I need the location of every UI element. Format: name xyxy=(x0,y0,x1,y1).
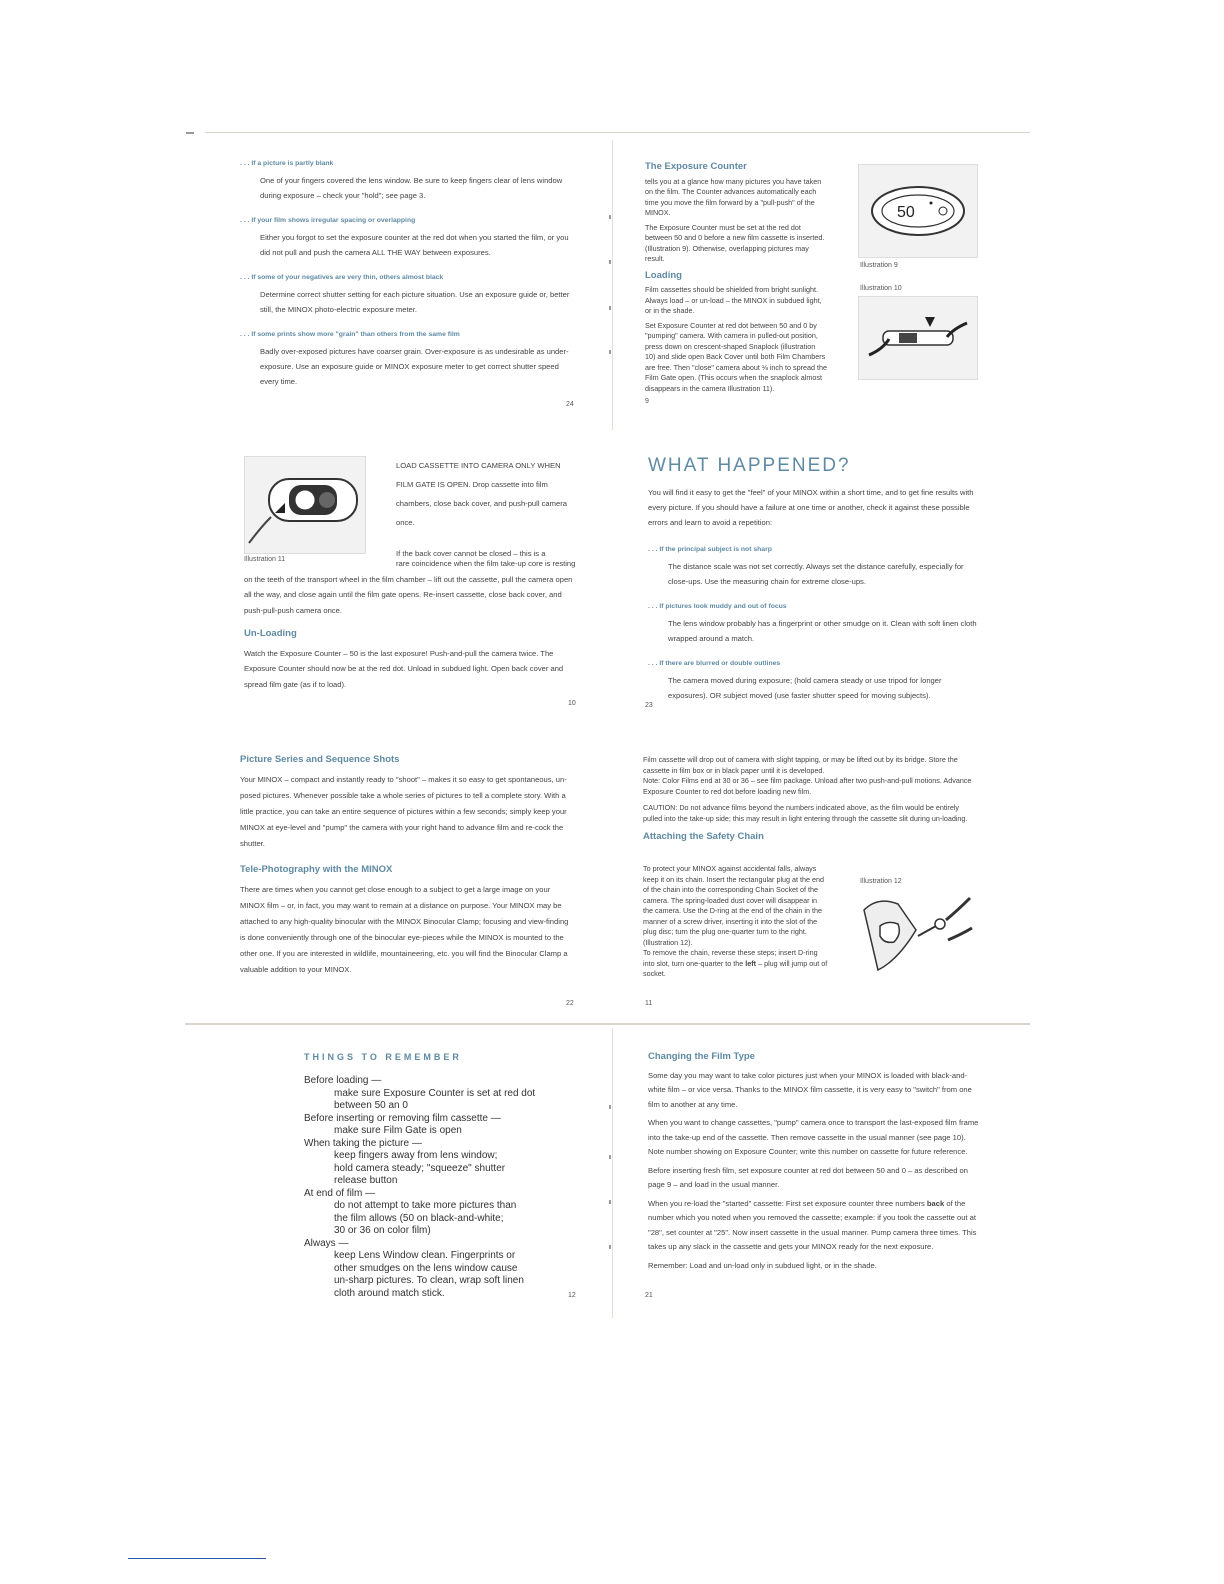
reminder-line: un-sharp pictures. To clean, wrap soft linen xyxy=(334,1275,524,1286)
page-23 xyxy=(648,455,980,703)
page-11-chain xyxy=(643,864,829,980)
illustration-12-label: Illustration 12 xyxy=(860,878,902,885)
page-24 xyxy=(240,156,576,389)
color-film-note: Note: Color Films end at 30 or 36 – see film package. Unload after two push-and-pull motions. Advance Exposure Counter to red dot before loading new film. xyxy=(643,776,972,796)
chain-text: To protect your MINOX against accidental falls, always keep it on its chain. Insert the rectangular plug at the end of the chain into the corresponding Chain Socket of the camera. The spring-loaded dust cover will disappear in the camera. Use the D-ring at the end of the chain in the manner of a screw driver, inserting it into the slot of the plug disc; turn the plug one-quarter turn to the right. (Illustration 12). xyxy=(643,864,825,947)
edge-mark xyxy=(609,1245,611,1249)
illustration-11-image xyxy=(244,456,366,554)
reminder-line: make sure Film Gate is open xyxy=(334,1125,462,1136)
illustration-12-image xyxy=(858,890,976,982)
trouble-heading: . . . If your film shows irregular spacing or overlapping xyxy=(240,217,416,224)
reminder-line: make sure Exposure Counter is set at red dot xyxy=(334,1087,536,1099)
reminder-line: Always — xyxy=(304,1237,349,1249)
counter-text-2: The Exposure Counter must be set at the red dot between 50 and 0 before a new film cassette is inserted. (Illustration 9). Otherwise, overlapping pictures may result. xyxy=(645,222,825,263)
edge-mark xyxy=(609,215,611,219)
trouble-text: The camera moved during exposure; (hold camera steady or use tripod for longer exposures). OR subject moved (use faster shutter speed for moving subjects). xyxy=(668,676,942,700)
trouble-text: Either you forgot to set the exposure counter at the red dot when you started the film, or you did not pull and push the camera ALL THE WAY between exposures. xyxy=(260,233,569,257)
para-5: Remember: Load and un-load only in subdued light, or in the shade. xyxy=(648,1260,877,1270)
section-heading-safety-chain: Attaching the Safety Chain xyxy=(643,831,764,842)
section-heading-changing-film: Changing the Film Type xyxy=(648,1051,755,1062)
reminder-line: other smudges on the lens window cause xyxy=(334,1262,518,1274)
edge-mark xyxy=(609,350,611,354)
para-4-b: of the number which you noted when you removed the cassette; example: if you took the cassette out at "28", set counter at "25". Now insert cassette in the usual manner. Pump camera three times. This takes up any slack in the cassette and gets your MINOX ready for the next exposure. xyxy=(648,1198,977,1251)
reminder-line: between 50 an 0 xyxy=(334,1100,408,1111)
chain-remove-text-b: – plug will jump out of socket. xyxy=(643,958,828,978)
trouble-heading: . . . If pictures look muddy and out of focus xyxy=(648,603,787,610)
cassette-drop-text: Film cassette will drop out of camera with slight tapping, or may be lifted out by its bridge. Store the cassette in film box or in black paper until it is developed. xyxy=(643,755,958,775)
page-number: 10 xyxy=(568,700,576,707)
trouble-heading: . . . If there are blurred or double outlines xyxy=(648,660,781,667)
chain-remove-text-a: To remove the chain, reverse these steps; insert D-ring into slot, turn one-quarter to the xyxy=(643,948,818,968)
page-9 xyxy=(645,162,827,398)
chain-remove-text xyxy=(643,948,829,980)
back-cover-text-a: If the back cover cannot be closed – this is a xyxy=(396,549,546,558)
fold-line-top xyxy=(205,132,1030,133)
trouble-text: Badly over-exposed pictures have coarser grain. Over-exposure is as undesirable as under-exposure. Use an exposure guide or MINOX exposure meter to get correct shutter speed every time. xyxy=(260,347,569,386)
reminder-line: the film allows (50 on black-and-white; xyxy=(334,1212,504,1224)
trouble-item xyxy=(240,156,576,203)
page-21 xyxy=(648,1050,982,1277)
loading-text-2: Set Exposure Counter at red dot between 50 and 0 by "pumping" camera. With camera in pulled-out position, press down on crescent-shaped Snaplock (illustration 10) and slide open Back Cover until both Film Chambers are free. Then "close" camera about ⅛ inch to spread the Film Gate open. (This occurs when the snaplock almost disappears in the camera Illustration 11). xyxy=(645,320,827,393)
illustration-9-image xyxy=(858,164,978,258)
reminder-line: cloth around match stick. xyxy=(334,1287,445,1299)
trouble-heading: . . . If some prints show more "grain" than others from the same film xyxy=(240,331,460,338)
reminder-line: do not attempt to take more pictures than xyxy=(334,1200,517,1211)
page-22 xyxy=(240,752,574,982)
exposure-counter-icon xyxy=(859,165,977,257)
caution-text: CAUTION: Do not advance films beyond the numbers indicated above, as the film would be entirely pulled into the take-up side; this may result in light entering through the cassette slit during un-loading. xyxy=(643,803,968,823)
edge-mark xyxy=(609,260,611,264)
page-11-top xyxy=(643,755,979,847)
trouble-heading: . . . If the principal subject is not sharp xyxy=(648,546,772,553)
reminder-line: When taking the picture — xyxy=(304,1137,422,1149)
trouble-item xyxy=(240,327,576,389)
reminder-line: release button xyxy=(334,1175,398,1186)
page-number: 11 xyxy=(645,1000,653,1007)
reminder-list xyxy=(304,1075,584,1300)
unloading-text: Watch the Exposure Counter – 50 is the last exposure! Push-and-pull the camera twice. The Exposure Counter should now be at the red dot. Unload in subdued light. Open back cover and spread film gate (as if to load). xyxy=(244,648,564,689)
counter-text: tells you at a glance how many pictures you have taken on the film. The Counter advances automatically each time you move the film forward by a "pull-push" of the MINOX. xyxy=(645,176,822,217)
fold-line-center-lower xyxy=(612,1028,613,1318)
edge-mark xyxy=(609,306,611,310)
section-heading-loading: Loading xyxy=(645,269,682,281)
illustration-11-label: Illustration 11 xyxy=(244,556,286,563)
trouble-text: The distance scale was not set correctly. Always set the distance carefully, especially for close-ups. Use the measuring chain for extreme close-ups. xyxy=(668,562,964,586)
page-12 xyxy=(304,1050,584,1300)
page-number: 21 xyxy=(645,1292,653,1299)
page-10-caps-text xyxy=(396,456,578,567)
edge-mark xyxy=(609,1155,611,1159)
trouble-item xyxy=(240,213,576,260)
reminder-line: keep Lens Window clean. Fingerprints or xyxy=(334,1250,516,1261)
trouble-text: Determine correct shutter setting for each picture situation. Use an exposure guide or, better still, the MINOX photo-electric exposure meter. xyxy=(260,290,570,314)
para-4 xyxy=(648,1197,982,1255)
page-number: 9 xyxy=(645,398,649,405)
trouble-item xyxy=(648,599,980,646)
reminder-line: Before inserting or removing film cassette — xyxy=(304,1112,501,1124)
page-number: 24 xyxy=(566,401,574,408)
page-number: 12 xyxy=(568,1292,576,1299)
reminder-line: keep fingers away from lens window; xyxy=(334,1150,498,1161)
reminder-line: 30 or 36 on color film) xyxy=(334,1225,431,1236)
section-heading-tele-photography: Tele-Photography with the MINOX xyxy=(240,864,393,875)
trouble-item xyxy=(648,542,980,589)
trouble-heading: . . . If some of your negatives are very thin, others almost black xyxy=(240,274,444,281)
reminder-line: At end of film — xyxy=(304,1187,376,1199)
para-4-a: When you re-load the "started" cassette: First set exposure counter three numbers xyxy=(648,1198,925,1208)
trouble-item xyxy=(648,656,980,703)
page-number: 22 xyxy=(566,1000,574,1007)
illustration-10-image xyxy=(858,296,978,380)
para-4-back: back xyxy=(926,1198,945,1208)
illustration-9-label: Illustration 9 xyxy=(860,262,898,269)
reminder-line: hold camera steady; "squeeze" shutter xyxy=(334,1162,506,1174)
fold-line-center xyxy=(612,140,613,430)
bottom-rule xyxy=(128,1558,266,1559)
page-title: THINGS TO REMEMBER xyxy=(304,1052,462,1062)
section-heading-unloading: Un-Loading xyxy=(244,628,297,639)
illustration-10-label: Illustration 10 xyxy=(860,285,902,292)
edge-mark xyxy=(186,132,194,134)
edge-mark xyxy=(609,1200,611,1204)
safety-chain-icon xyxy=(858,890,976,982)
load-instruction: LOAD CASSETTE INTO CAMERA ONLY WHEN FILM GATE IS OPEN. Drop cassette into film chambers, close back cover, and push-pull camera once. xyxy=(396,461,567,527)
tele-text: There are times when you cannot get close enough to a subject to get a large image on your MINOX film – or, in fact, you may want to remain at a distance on purpose. Your MINOX may be attached to any high-quality binocular with the MINOX Binocular Clamp; focusing and view-finding is done conveniently through one of the binocular eye-pieces while the MINOX is mounted to the other one. If you are interested in wildlife, mountaineering, etc. you will find the Binocular Clamp a valuable addition to your MINOX. xyxy=(240,885,569,974)
cassette-loading-icon xyxy=(245,457,365,553)
series-text: Your MINOX – compact and instantly ready to "shoot" – makes it so easy to get spontaneous, un-posed pictures. Whenever possible take a whole series of pictures to tell a complete story. With a little practice, you can take an entire sequence of pictures within a few seconds; simply keep your MINOX at eye-level and "pump" the camera with your right hand to advance film and re-cock the shutter. xyxy=(240,775,567,848)
counter-digits: 50 xyxy=(897,204,915,221)
page-number: 23 xyxy=(645,702,653,709)
trouble-text: One of your fingers covered the lens window. Be sure to keep fingers clear of lens window during exposure – check your "hold"; see page 3. xyxy=(260,176,563,200)
trouble-heading: . . . If a picture is partly blank xyxy=(240,160,334,167)
snaplock-illustration-icon xyxy=(859,297,977,379)
intro-text: You will find it easy to get the "feel" of your MINOX within a short time, and to get fine results with every picture. If you should have a failure at one time or another, check it against these possible errors and learn to avoid a repetition: xyxy=(648,488,974,527)
loading-text: Film cassettes should be shielded from bright sunlight. Always load – or un-load – the MINOX in subdued light, or in the shade. xyxy=(645,285,822,315)
section-heading-picture-series: Picture Series and Sequence Shots xyxy=(240,754,400,765)
para-2: When you want to change cassettes, "pump" camera once to transport the last-exposed film frame into the take-up end of the cassette. Then remove cassette in the usual manner (see page 10). Note number showing on Exposure Counter; write this number on cassette for future reference. xyxy=(648,1118,979,1156)
chain-left-word: left xyxy=(745,958,757,968)
trouble-item xyxy=(240,270,576,317)
back-cover-text-b: rare coincidence when the film take-up core is resting on the teeth of the transport wheel in the film chamber – lift out the cassette, pull the camera open all the way, and close again until the film gate opens. Re-insert cassette, close back cover, and push-pull-push camera once. xyxy=(244,559,576,615)
page-title: WHAT HAPPENED? xyxy=(648,455,851,476)
page-10 xyxy=(244,556,578,696)
para-1: Some day you may want to take color pictures just when your MINOX is loaded with black-and-white film – or vice versa. Thanks to the MINOX film cassette, it is very easy to "switch" from one film to another at any time. xyxy=(648,1070,972,1109)
section-heading-exposure-counter: The Exposure Counter xyxy=(645,161,747,172)
trouble-text: The lens window probably has a fingerprint or other smudge on it. Clean with soft linen cloth wrapped around a match. xyxy=(668,619,977,643)
edge-mark xyxy=(609,1105,611,1109)
fold-line-bottom xyxy=(185,1023,1030,1025)
reminder-line: Before loading — xyxy=(304,1075,382,1086)
para-3: Before inserting fresh film, set exposure counter at red dot between 50 and 0 – as described on page 9 – and load in the usual manner. xyxy=(648,1165,968,1189)
